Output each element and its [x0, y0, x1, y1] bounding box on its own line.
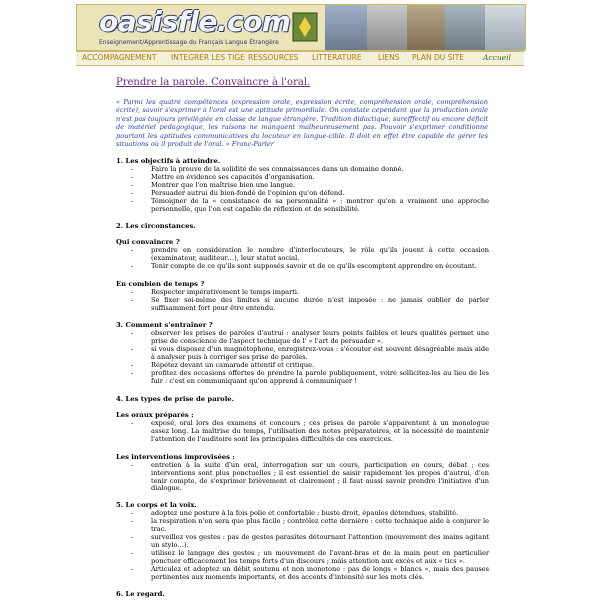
section-heading: 5. Le corps et la voix. [116, 501, 197, 509]
list-item: - Montrer que l'on maîtrise bien une langue. [131, 181, 296, 189]
banner-photo [445, 5, 485, 50]
list-item: - surveillez vos gestes : pas de gestes parasites détournant l'attention (mouvement des mains agitant un stylo…). [131, 533, 489, 549]
intro-quote [116, 98, 488, 148]
site-tagline: Enseignement/Apprentissage du Français Langue Étrangère [99, 39, 279, 46]
list-item: - Mettre en évidence ses capacités d'organisation. [131, 173, 315, 181]
nav-plan-du-site[interactable]: PLAN DU SITE [412, 53, 464, 62]
emblem-icon [291, 11, 319, 43]
list-item: - Se fixer soi-même des limites si aucune durée n'est imposée : ne jamais oublier de parler suffisamment fort pour être entendu. [131, 296, 489, 312]
list-item: - la respiration n'en sera que plus facile ; contrôlez cette dernière : cette technique aide à conjurer le trac. [131, 517, 489, 533]
list-item: - observer les prises de paroles d'autrui : analyser leurs points faibles et leurs qualités permet une prise de conscience de l'aspect technique de l' « l'art de persuader ». [131, 329, 489, 345]
subsection-heading: Qui convaincre ? [116, 238, 180, 246]
nav-integrer-les-tige[interactable]: INTEGRER LES TIGE [171, 53, 245, 62]
nav-litterature[interactable]: LITTERATURE [312, 53, 362, 62]
list-item: - Tenir compte de ce qu'ils sont supposés savoir et de ce qu'ils escomptent apprendre en écoutant. [131, 262, 477, 270]
nav-accompagnement[interactable]: ACCOMPAGNEMENT [82, 53, 157, 62]
section-heading: 1. Les objectifs à atteindre. [116, 157, 221, 165]
list-item: - adoptez une posture à la fois polie et confortable : buste droit, épaules détendues, stabilité. [131, 509, 459, 517]
banner-photo [407, 5, 445, 50]
list-item: - Faire la preuve de la solidité de ses connaissances dans un domaine donné. [131, 165, 404, 173]
nav-ressources[interactable]: RESSOURCES [248, 53, 299, 62]
page-title[interactable]: Prendre la parole. Convaincre à l'oral. [116, 77, 311, 88]
site-logo[interactable]: oasisfle.com [99, 5, 291, 38]
list-item: - Témoigner de la « consistance de sa personnalité » : montrer qu'on a vraiment une approche personnelle, que l'on est capable de réflexion et de sensibilité. [131, 197, 489, 213]
section-heading: 4. Les types de prise de parole. [116, 395, 234, 403]
section-heading: 6. Le regard. [116, 590, 165, 598]
nav-accueil[interactable]: Accueil [483, 53, 511, 62]
nav-liens[interactable]: LIENS [378, 53, 400, 62]
list-item: - profitez des occasions offertes de prendre la parole publiquement, voire sollicitez-les au lieu de les fuir : c'est en communiquant qu'on apprend à communiquer ! [131, 369, 489, 385]
intro-author: Franc-Parler [231, 140, 274, 149]
subsection-heading: Les oraux préparés : [116, 411, 194, 419]
subsection-heading: Les interventions improvisées : [116, 453, 235, 461]
subsection-heading: En combien de temps ? [116, 280, 205, 288]
list-item: - exposé, oral lors des examens et concours ; ces prises de parole s'apparentent à un monologue assez long. La maîtrise du temps, l'utilisation des notes préparatoires, et la nécessité de maintenir l'attention de l'auditoire sont les principales difficultés de ces exercices. [131, 419, 489, 443]
main-nav [76, 51, 524, 66]
list-item: - Respecter impérativement le temps imparti. [131, 288, 300, 296]
list-item: - utilisez le langage des gestes ; un mouvement de l'avant-bras et de la main peut en particulier ponctuer efficacement les temps forts d'un discours ; mais attention aux excès et aux « tics ». [131, 549, 489, 565]
list-item: - prendre en considération le nombre d'interlocuteurs, le rôle qu'ils jouent à cette occasion (examinateur, auditeur…), leur statut social. [131, 246, 489, 262]
intro-text: « Parmi les quatre compétences (expression orale, expression écrite, compréhension orale, compréhension écrite), savoir s'exprimer à l'oral est une aptitude primordiale. On constate cependant que la production orale n'est pas toujours privilégiée en classe de langue étrangère. Tradition didactique, surefffectif ou encore déficit de matériel pédagogique, les raisons ne manquent malheureusement pas. Pouvoir s'exprimer conditionne pourtant les aptitudes communicatives du locuteur en langue-cible. Il doit en effet être capable de gérer les situations où il produit de l'oral. » [116, 98, 488, 149]
site-banner [76, 4, 526, 51]
list-item: - Persuader autrui du bien-fondé de l'opinion qu'on défend. [131, 189, 345, 197]
list-item: - Articulez et adoptez un débit soutenu et non monotone : pas de longs « blancs », mais des pauses pertinentes aux moments importants, et des accents d'intensité sur les mots clés. [131, 565, 489, 581]
list-item: - entretien à la suite d'un oral, interrogation sur un cours, participation en cours, débat ; ces interventions sont plus ponctuelles ; il est essentiel de saisir rapidement les propos d'autrui, d'en tenir compte, de s'exprimer brièvement et clairement ; il faut aussi savoir prendre l'initiative d'un dialogue. [131, 461, 489, 493]
list-item: - si vous disposez d'un magnétophone, enregistrez-vous : s'écouter est souvent désagréable mais aide à analyser puis à corriger ses prise de paroles. [131, 345, 489, 361]
list-item: - Répétez devant un camarade attentif et critique. [131, 361, 315, 369]
banner-photo [367, 5, 407, 50]
section-heading: 3. Comment s'entraîner ? [116, 321, 213, 329]
section-heading: 2. Les circonstances. [116, 222, 196, 230]
banner-photo [485, 5, 525, 50]
banner-photo [325, 5, 367, 50]
